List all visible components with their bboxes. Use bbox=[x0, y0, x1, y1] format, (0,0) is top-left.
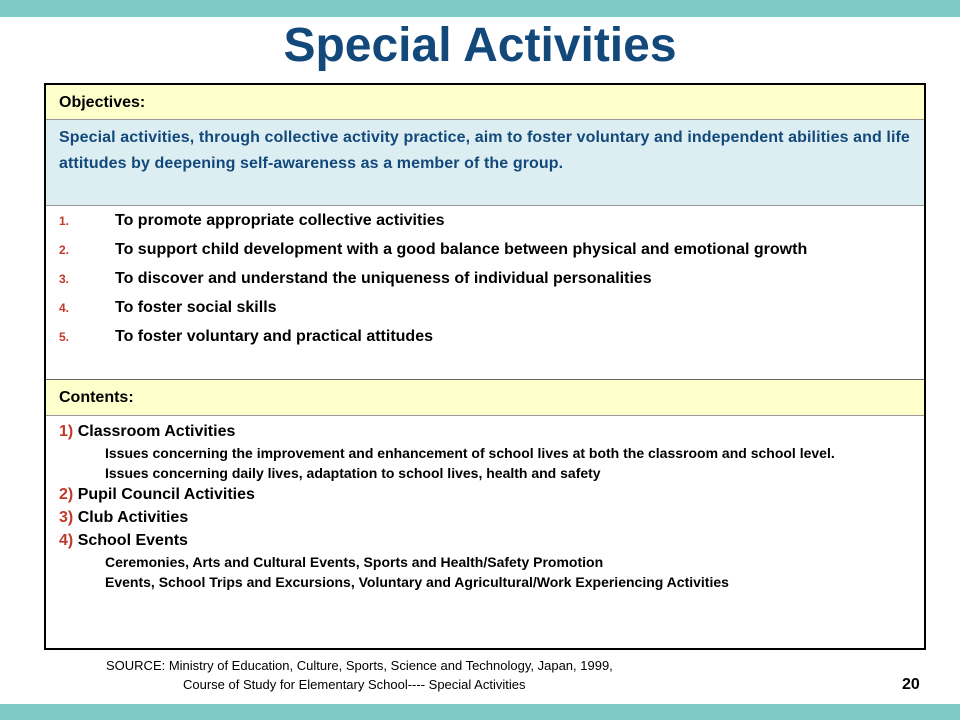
item-title: Club Activities bbox=[77, 509, 189, 526]
contents-subitem: Issues concerning daily lives, adaptation to school lives, health and safety bbox=[105, 465, 601, 481]
contents-item-pupil-council bbox=[59, 483, 919, 506]
list-item bbox=[59, 268, 919, 289]
contents-item-classroom bbox=[59, 420, 919, 443]
top-band bbox=[0, 0, 960, 17]
item-text: To foster social skills bbox=[115, 299, 277, 316]
list-item bbox=[59, 210, 919, 231]
item-title: School Events bbox=[77, 532, 188, 549]
item-title: Pupil Council Activities bbox=[77, 486, 255, 503]
contents-header-row bbox=[46, 380, 924, 416]
objectives-statement: Special activities, through collective activity practice, aim to foster voluntary and independent abilities and life attitudes by deepening self-awareness as a member of the group. bbox=[59, 129, 910, 172]
contents-item-club bbox=[59, 506, 919, 529]
contents-subitem: Events, School Trips and Excursions, Voluntary and Agricultural/Work Experiencing Activities bbox=[105, 574, 729, 590]
contents-list-row bbox=[46, 416, 924, 648]
item-number: 4. bbox=[59, 301, 70, 315]
objectives-header: Objectives: bbox=[59, 94, 146, 111]
item-number: 4) bbox=[59, 532, 74, 549]
item-text: To foster voluntary and practical attitudes bbox=[115, 328, 433, 345]
item-text: To support child development with a good balance between physical and emotional growth bbox=[115, 241, 808, 258]
objectives-statement-row bbox=[46, 120, 924, 206]
item-text: To promote appropriate collective activities bbox=[115, 212, 445, 229]
activities-table bbox=[44, 83, 926, 650]
contents-subitem: Issues concerning the improvement and enhancement of school lives at both the classroom and school level. bbox=[105, 445, 835, 461]
list-item bbox=[59, 326, 919, 347]
item-title: Classroom Activities bbox=[77, 423, 236, 440]
contents-list bbox=[59, 420, 919, 592]
page-number: 20 bbox=[902, 676, 920, 693]
item-number: 2) bbox=[59, 486, 74, 503]
objectives-list bbox=[59, 210, 919, 355]
page-title: Special Activities bbox=[283, 19, 677, 72]
item-number: 3) bbox=[59, 509, 74, 526]
bottom-band bbox=[0, 704, 960, 720]
objectives-list-row bbox=[46, 206, 924, 380]
objectives-header-row bbox=[46, 85, 924, 120]
contents-subitem: Ceremonies, Arts and Cultural Events, Sports and Health/Safety Promotion bbox=[105, 554, 604, 570]
item-number: 2. bbox=[59, 243, 70, 257]
item-text: To discover and understand the uniqueness of individual personalities bbox=[115, 270, 652, 287]
list-item bbox=[59, 239, 919, 260]
source-line-1: SOURCE: Ministry of Education, Culture, Sports, Science and Technology, Japan, 1999, bbox=[106, 658, 613, 673]
item-number: 5. bbox=[59, 330, 70, 344]
contents-item-school-events bbox=[59, 529, 919, 552]
item-number: 1) bbox=[59, 423, 74, 440]
item-number: 3. bbox=[59, 272, 70, 286]
source-line-2: Course of Study for Elementary School---- Special Activities bbox=[183, 677, 526, 692]
item-number: 1. bbox=[59, 214, 70, 228]
source-citation bbox=[106, 656, 613, 694]
contents-header: Contents: bbox=[59, 389, 134, 406]
list-item bbox=[59, 297, 919, 318]
